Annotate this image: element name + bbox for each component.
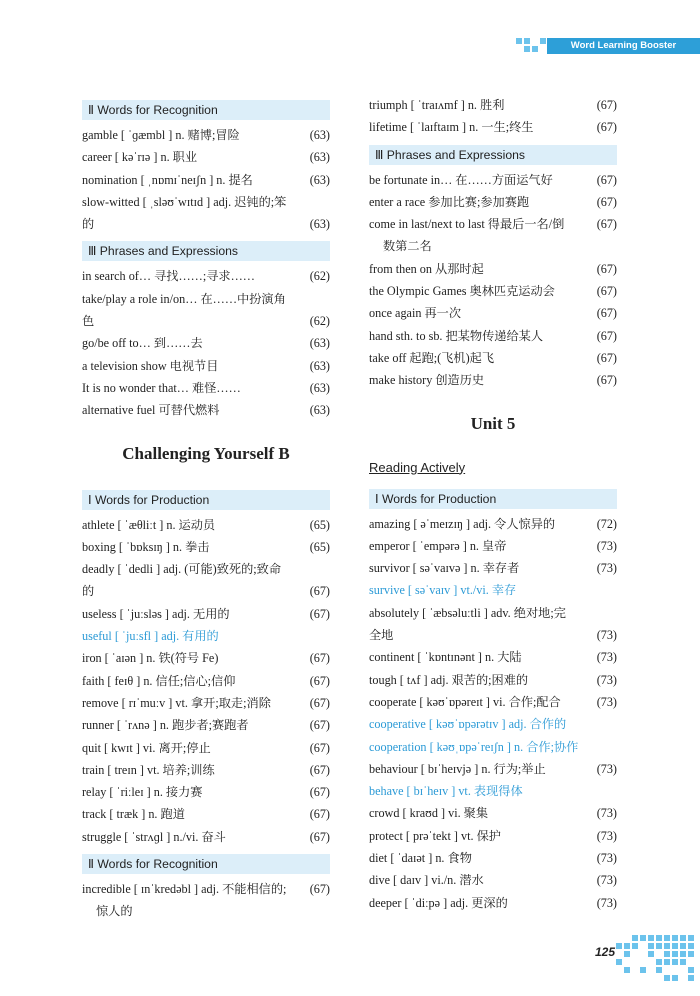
section-header: Ⅰ Words for Production [82, 490, 330, 510]
entry-text: athlete [ ˈæθliːt ] n. 运动员 [82, 517, 216, 532]
page-reference: (63) [309, 128, 330, 142]
subsection-title: Reading Actively [369, 459, 466, 475]
pixel [640, 935, 646, 941]
page-reference: (73) [596, 851, 617, 866]
page-reference: (67) [309, 807, 330, 822]
page-reference: (65) [309, 517, 330, 532]
header-banner: Word Learning Booster [547, 38, 700, 54]
page-reference: (67) [309, 829, 330, 844]
page-reference: (62) [309, 269, 330, 284]
page-reference: (63) [309, 217, 330, 232]
vocab-entry [369, 802, 617, 824]
entry-text: It is no wonder that… 难怪…… [82, 380, 241, 395]
page-reference: (73) [596, 672, 617, 687]
page-reference: (73) [596, 873, 617, 888]
pixel [656, 967, 662, 973]
entry-text: gamble [ ˈɡæmbl ] n. 赌博;冒险 [82, 128, 240, 142]
pixel [688, 935, 694, 941]
page-reference: (67) [596, 120, 617, 135]
entry-text: relay [ ˈriːleɪ ] n. 接力赛 [82, 785, 203, 800]
entry-text: cooperate [ kəʊˈɒpəreɪt ] vi. 合作;配合 [369, 694, 561, 709]
entry-text: incredible [ ɪnˈkredəbl ] adj. 不能相信的; [82, 882, 287, 897]
page-number: 125 [595, 945, 616, 959]
vocab-entry [82, 781, 330, 803]
page-reference: (73) [596, 828, 617, 843]
page-reference: (73) [596, 628, 617, 643]
vocab-entry [369, 535, 617, 557]
entry-text: slow-witted [ ˌsləʊˈwɪtɪd ] adj. 迟钝的;笨的 [82, 194, 287, 232]
vocab-entry [82, 169, 330, 191]
entry-text: behave [ bɪˈheɪv ] vt. 表现得体 [369, 784, 523, 799]
pixel [632, 943, 638, 949]
vocab-entry [82, 714, 330, 736]
vocab-entry [82, 737, 330, 759]
vocab-entry [82, 558, 330, 603]
pixel [688, 943, 694, 949]
vocab-entry [82, 332, 330, 354]
pixel [616, 943, 622, 949]
entry-text: runner [ ˈrʌnə ] n. 跑步者;赛跑者 [82, 718, 249, 733]
entry-text: survive [ səˈvaɪv ] vt./vi. 幸存 [369, 583, 517, 598]
vocab-entry [369, 191, 617, 213]
pixel [524, 46, 530, 52]
pixel [648, 935, 654, 941]
pixel [532, 46, 538, 52]
pixel [672, 975, 678, 981]
entry-text: train [ treɪn ] vt. 培养;训练 [82, 762, 215, 777]
vocab-entry [82, 399, 330, 421]
entry-text: dive [ daɪv ] vi./n. 潜水 [369, 873, 484, 888]
page-reference: (67) [309, 584, 330, 599]
vocab-entry [82, 265, 330, 287]
vocab-entry [369, 691, 617, 713]
vocab-entry [369, 736, 617, 758]
entry-text: deadly [ ˈdedli ] adj. (可能)致死的;致命的 [82, 562, 282, 599]
entry-text: career [ kəˈrɪə ] n. 职业 [82, 150, 198, 165]
section-header: Ⅱ Words for Recognition [82, 100, 330, 120]
entry-text: take/play a role in/on… 在……中扮演角色 [82, 291, 286, 329]
vocab-entry [369, 758, 617, 780]
vocab-entry [369, 280, 617, 302]
pixel [632, 935, 638, 941]
unit-heading: Unit 5 [470, 413, 516, 433]
page-reference: (67) [596, 98, 617, 112]
vocab-entry [82, 692, 330, 714]
vocab-entry [82, 759, 330, 781]
page-reference: (67) [596, 328, 617, 343]
entry-text: quit [ kwɪt ] vi. 离开;停止 [82, 740, 211, 755]
vocab-entry [369, 713, 617, 735]
page-reference: (67) [596, 284, 617, 299]
vocab-entry [369, 579, 617, 601]
entry-text: triumph [ ˈtraɪʌmf ] n. 胜利 [369, 98, 505, 112]
pixel [680, 959, 686, 965]
entry-text: continent [ ˈkɒntɪnənt ] n. 大陆 [369, 650, 522, 665]
entry-text: be fortunate in… 在……方面运气好 [369, 172, 553, 187]
pixel [624, 951, 630, 957]
page-reference: (73) [596, 561, 617, 576]
page-reference: (63) [309, 172, 330, 187]
section-header: Ⅱ Words for Recognition [82, 854, 330, 874]
entry-text: amazing [ əˈmeɪzɪŋ ] adj. 令人惊异的 [369, 516, 556, 531]
vocab-entry [82, 647, 330, 669]
entry-text: tough [ tʌf ] adj. 艰苦的;困难的 [369, 672, 529, 687]
entry-text: crowd [ kraʊd ] vi. 聚集 [369, 806, 489, 821]
vocab-entry [82, 603, 330, 625]
entry-text: nomination [ ˌnɒmɪˈneɪʃn ] n. 提名 [82, 172, 253, 187]
page-reference: (67) [309, 785, 330, 800]
entry-text: behaviour [ bɪˈheɪvjə ] n. 行为;举止 [369, 761, 546, 776]
page-reference: (67) [309, 695, 330, 710]
entry-text: go/be off to… 到……去 [82, 336, 203, 351]
vocab-entry [369, 213, 617, 258]
page-reference: (67) [309, 651, 330, 666]
entry-text: remove [ rɪˈmuːv ] vt. 拿开;取走;消除 [82, 695, 271, 710]
entry-text-continued: 数第二名 [383, 239, 432, 254]
pixel [664, 975, 670, 981]
pixel [680, 951, 686, 957]
vocab-entry [369, 646, 617, 668]
entry-text: alternative fuel 可替代燃料 [82, 403, 220, 418]
page-reference: (67) [596, 172, 617, 187]
entry-text: useless [ ˈjuːsləs ] adj. 无用的 [82, 606, 230, 621]
pixel [680, 935, 686, 941]
entry-text: enter a race 参加比赛;参加赛跑 [369, 194, 530, 209]
entry-text: protect [ prəˈtekt ] vt. 保护 [369, 828, 501, 843]
pixel [680, 943, 686, 949]
vocab-entry [82, 670, 330, 692]
vocab-entry [82, 124, 330, 146]
vocab-entry [369, 847, 617, 869]
page-reference: (67) [309, 762, 330, 777]
pixel [688, 951, 694, 957]
pixel [516, 38, 522, 44]
entry-text: boxing [ ˈbɒksɪŋ ] n. 拳击 [82, 539, 210, 554]
page-reference: (73) [596, 806, 617, 821]
page-reference: (67) [596, 306, 617, 321]
pixel [648, 951, 654, 957]
page-reference: (63) [309, 150, 330, 165]
pixel [656, 943, 662, 949]
pixel [672, 959, 678, 965]
entry-text: iron [ ˈaɪən ] n. 铁(符号 Fe) [82, 651, 219, 666]
right-column [369, 94, 617, 914]
section-header: Ⅲ Phrases and Expressions [369, 145, 617, 165]
entry-text: in search of… 寻找……;寻求…… [82, 269, 255, 284]
pixel [540, 38, 546, 44]
page-reference: (67) [596, 217, 617, 232]
vocab-entry [82, 878, 330, 923]
vocab-entry [369, 669, 617, 691]
vocab-entry [369, 169, 617, 191]
page-reference: (63) [309, 336, 330, 351]
page-reference: (63) [309, 380, 330, 395]
page-reference: (65) [309, 539, 330, 554]
vocab-entry [369, 369, 617, 391]
page-reference: (72) [596, 516, 617, 531]
entry-text: once again 再一次 [369, 306, 462, 321]
pixel [688, 967, 694, 973]
pixel [616, 959, 622, 965]
entry-text: track [ træk ] n. 跑道 [82, 807, 185, 822]
page-reference: (67) [309, 673, 330, 688]
entry-text: deeper [ ˈdiːpə ] adj. 更深的 [369, 895, 508, 910]
vocab-entry [369, 325, 617, 347]
pixel [664, 935, 670, 941]
vocab-entry [369, 258, 617, 280]
entry-text: absolutely [ ˈæbsəluːtli ] adv. 绝对地;完全地 [369, 605, 566, 643]
section-header: Ⅰ Words for Production [369, 489, 617, 509]
pixel [664, 943, 670, 949]
vocab-entry [369, 825, 617, 847]
page-reference: (67) [309, 718, 330, 733]
pixel [672, 935, 678, 941]
page-reference: (67) [596, 261, 617, 276]
entry-text: struggle [ ˈstrʌɡl ] n./vi. 奋斗 [82, 829, 226, 844]
pixel [656, 935, 662, 941]
vocab-entry [369, 602, 617, 647]
vocab-entry [369, 116, 617, 138]
pixel [524, 38, 530, 44]
page-reference: (67) [596, 194, 617, 209]
entry-text: emperor [ ˈempərə ] n. 皇帝 [369, 538, 507, 553]
entry-text: cooperation [ kəʊˌɒpəˈreɪʃn ] n. 合作;协作 [369, 739, 579, 754]
pixel [688, 975, 694, 981]
vocab-entry [82, 625, 330, 647]
unit-heading: Challenging Yourself B [122, 443, 290, 463]
pixel [648, 943, 654, 949]
pixel [672, 951, 678, 957]
pixel [664, 951, 670, 957]
entry-text: hand sth. to sb. 把某物传递给某人 [369, 328, 544, 343]
vocab-entry [369, 780, 617, 802]
pixel [624, 943, 630, 949]
entry-text: the Olympic Games 奥林匹克运动会 [369, 284, 555, 299]
vocab-entry [369, 869, 617, 891]
entry-text: from then on 从那时起 [369, 261, 484, 276]
pixel [656, 959, 662, 965]
pixel [664, 959, 670, 965]
entry-text: come in last/next to last 得最后一名/倒 [369, 217, 565, 232]
vocab-entry [82, 803, 330, 825]
page-reference: (67) [309, 740, 330, 755]
page-reference: (73) [596, 538, 617, 553]
pixel [672, 943, 678, 949]
left-column [82, 94, 330, 923]
vocab-entry [82, 191, 330, 236]
entry-text: useful [ ˈjuːsfl ] adj. 有用的 [82, 629, 219, 644]
page-reference: (67) [596, 373, 617, 388]
section-header: Ⅲ Phrases and Expressions [82, 241, 330, 261]
page-reference: (73) [596, 694, 617, 709]
entry-text: make history 创造历史 [369, 373, 485, 388]
vocab-entry [82, 514, 330, 536]
vocab-entry [369, 94, 617, 116]
vocab-entry [82, 536, 330, 558]
page-reference: (62) [309, 314, 330, 329]
vocab-entry [369, 347, 617, 369]
entry-text: lifetime [ ˈlaɪftaɪm ] n. 一生;终生 [369, 120, 534, 135]
vocab-entry [82, 377, 330, 399]
page-reference: (73) [596, 650, 617, 665]
page-reference: (73) [596, 895, 617, 910]
page-reference: (63) [309, 403, 330, 418]
entry-text: faith [ feɪθ ] n. 信任;信心;信仰 [82, 673, 236, 688]
page-reference: (73) [596, 761, 617, 776]
vocab-entry [82, 288, 330, 333]
vocab-entry [369, 302, 617, 324]
page-reference: (67) [596, 350, 617, 365]
entry-text-continued: 惊人的 [96, 904, 133, 919]
page-reference: (67) [309, 882, 330, 897]
pixel [624, 967, 630, 973]
entry-text: take off 起跑;(飞机)起飞 [369, 350, 495, 365]
entry-text: diet [ ˈdaɪət ] n. 食物 [369, 851, 472, 866]
page-reference: (67) [309, 606, 330, 621]
entry-text: cooperative [ kəʊˈɒpərətɪv ] adj. 合作的 [369, 717, 567, 732]
vocab-entry [369, 892, 617, 914]
entry-text: a television show 电视节目 [82, 358, 219, 373]
vocab-entry [82, 146, 330, 168]
vocab-entry [369, 557, 617, 579]
vocab-entry [82, 355, 330, 377]
entry-text: survivor [ səˈvaɪvə ] n. 幸存者 [369, 561, 520, 576]
vocab-entry [369, 513, 617, 535]
page-reference: (63) [309, 358, 330, 373]
pixel [640, 967, 646, 973]
vocab-entry [82, 826, 330, 848]
